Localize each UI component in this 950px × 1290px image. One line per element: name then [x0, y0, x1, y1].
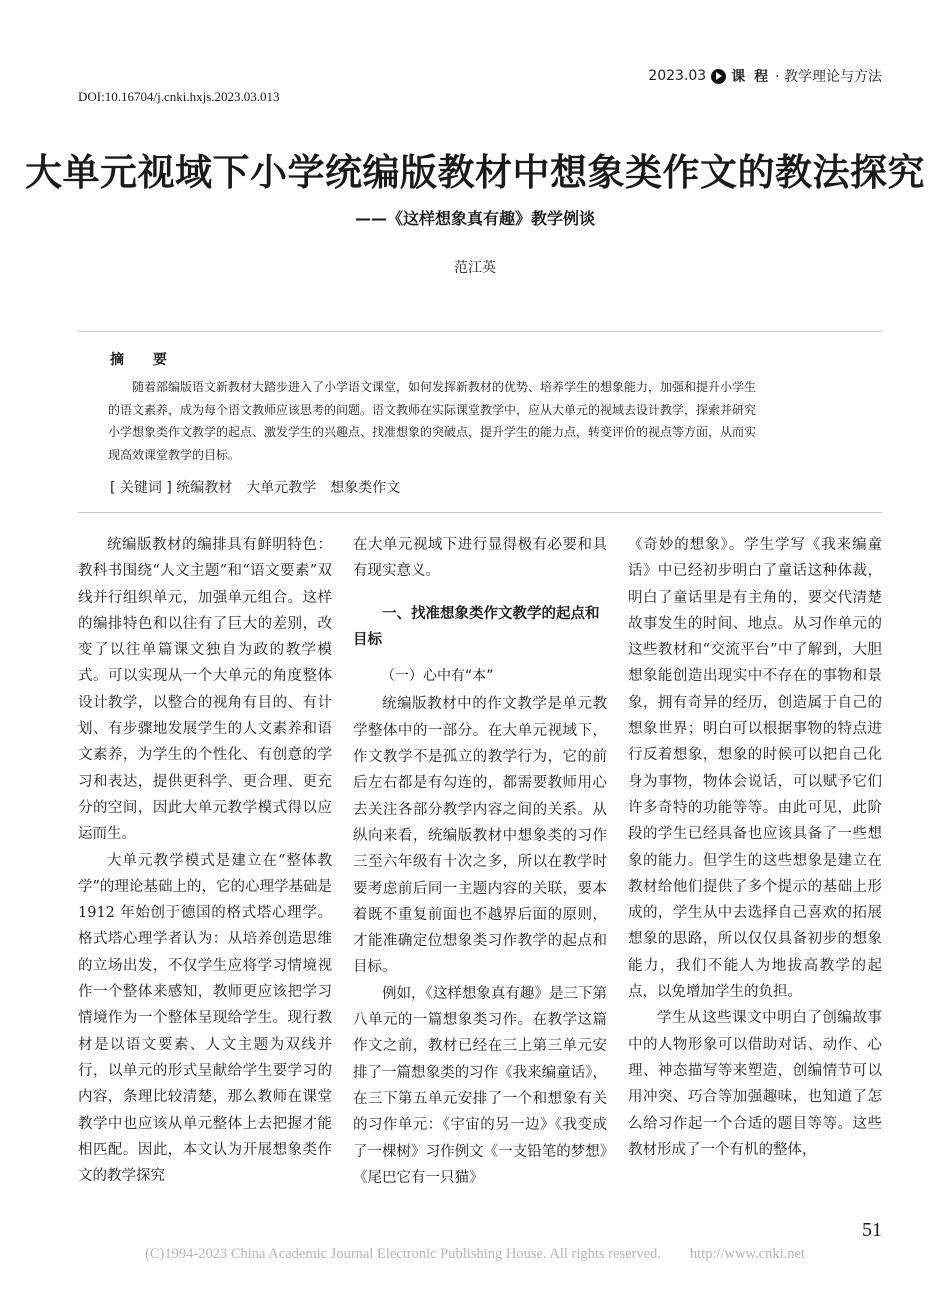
paragraph: 学生从这些课文中明白了创编故事中的人物形象可以借助对话、动作、心理、神态描写等来塑造，创编情节可以用冲突、巧合等加强趣味，也知道了怎么给习作起一个合适的题目等等。这些教材形成了一个有机的整体，	[628, 1010, 882, 1158]
paragraph: 大单元教学模式是建立在“整体教学”的理论基础上的，它的心理学基础是 1912 年始创于德国的格式塔心理学。格式塔心理学者认为：从培养创造思维的立场出发，不仅学生应将学习情境视作一个整体来感知，教师更应该把学习情境作为一个整体呈现给学生。现行教材是以语文要素、人文主题为双线并行，以单元的形式呈献给学生要学习的内容，条理比较清楚，那么教师在课堂教学中也应该从单元整体上去把握才能相匹配。因此，本文认为开展想象类作文的教学探究	[78, 852, 332, 1185]
article-subtitle: ——《这样想象真有趣》教学例谈	[354, 209, 595, 228]
abstract-body	[108, 376, 858, 466]
journal-date: 2023.03	[648, 68, 707, 84]
abstract-line: 现高效课堂教学的目标。	[108, 447, 241, 462]
abstract-line: 的语文素养，成为每个语文教师应该思考的问题。语文教师在实际课堂教学中，应从大单元的视域去设计教学，探索并研究	[108, 402, 757, 417]
journal-category: · 教学理论与方法	[775, 69, 882, 85]
abstract-line: 小学想象类作文教学的起点、激发学生的兴趣点、找准想象的突破点，提升学生的能力点，转变评价的视点等方面，从而实	[108, 425, 757, 439]
paragraph: 《奇妙的想象》。学生学写《我来编童话》中已经初步明白了童话这种体裁，明白了童话里是有主角的，要交代清楚故事发生的时间、地点。从习作单元的这些教材和“交流平台”中了解到，大胆想象能创造出现实中不存在的事物和景象，拥有奇异的经历，创造属于自己的想象世界；明白可以根据事物的特点进行反着想象，想象的时候可以把自己化身为事物，物体会说话，可以赋予它们许多奇特的功能等等。由此可见，此阶段的学生已经具备也应该具备了一些想象的能力。但学生的这些想象是建立在教材给他们提供了多个提示的基础上形成的，学生从中去选择自己喜欢的拓展想象的思路，所以仅仅具备初步的想象能力，我们不能人为地拔高教学的起点，以免增加学生的负担。	[628, 537, 882, 1001]
abstract-label: 摘 要	[110, 352, 179, 368]
subsection-heading: （一）心中有“本”	[381, 668, 494, 685]
paragraph: 在大单元视域下进行显得极有必要和具有现实意义。	[353, 537, 607, 580]
journal-section: 课 程	[731, 69, 771, 85]
abstract-divider	[78, 512, 882, 513]
paragraph: 统编版教材的编排具有鲜明特色：教科书围绕“人文主题”和“语文要素”双线并行组织单元，加强单元组合。这样的编排特色和以往有了巨大的差别，改变了以往单篇课文独自为政的教学模式。可以实现从一个大单元的角度整体设计教学，以整合的视角有目的、有计划、有步骤地发展学生的人文素养和语文素养，为学生的个性化、有创意的学习和表达，提供更科学、更合理、更充分的空间，因此大单元教学模式得以应运而生。	[78, 537, 332, 843]
body-column-3	[628, 532, 882, 1163]
paragraph: 例如，《这样想象真有趣》是三下第八单元的一篇想象类习作。在教学这篇作文之前，教材已经在三上第三单元安排了一篇想象类的习作《我来编童话》，在三下第五单元安排了一个和想象有关的习作单元：《宇宙的另一边》《我变成了一棵树》习作例文《一支铅笔的梦想》《尾巴它有一只猫》	[353, 985, 607, 1186]
play-icon	[711, 69, 726, 84]
body-column-1	[78, 532, 332, 1189]
article-author: 范江英	[454, 260, 496, 276]
keywords: [ 关键词 ] 统编教材 大单元教学 想象类作文	[110, 480, 401, 496]
page-number: 51	[862, 1219, 882, 1241]
top-divider	[78, 331, 882, 332]
body-column-2	[353, 532, 607, 1191]
copyright-footer: (C)1994-2023 China Academic Journal Electronic Publishing House. All rights reserved. http://www.cnki.net	[145, 1246, 805, 1262]
journal-header	[648, 66, 882, 86]
section-heading: 一、找准想象类作文教学的起点和目标	[353, 605, 600, 648]
abstract-line: 随着部编版语文新教材大踏步进入了小学语文课堂，如何发挥新教材的优势、培养学生的想象能力，加强和提升小学生	[132, 380, 757, 394]
doi[interactable]: DOI:10.16704/j.cnki.hxjs.2023.03.013	[78, 89, 280, 104]
article-title: 大单元视域下小学统编版教材中想象类作文的教法探究	[25, 150, 925, 194]
paragraph: 统编版教材中的作文教学是单元教学整体中的一部分。在大单元视域下，作文教学不是孤立的教学行为，它的前后左右都是有勾连的，都需要教师用心去关注各部分教学内容之间的关系。从纵向来看，统编版教材中想象类的习作三至六年级有十次之多，所以在教学时要考虑前后同一主题内容的关联，要本着既不重复前面也不越界后面的原则，才能准确定位想象类习作教学的起点和目标。	[353, 696, 607, 976]
